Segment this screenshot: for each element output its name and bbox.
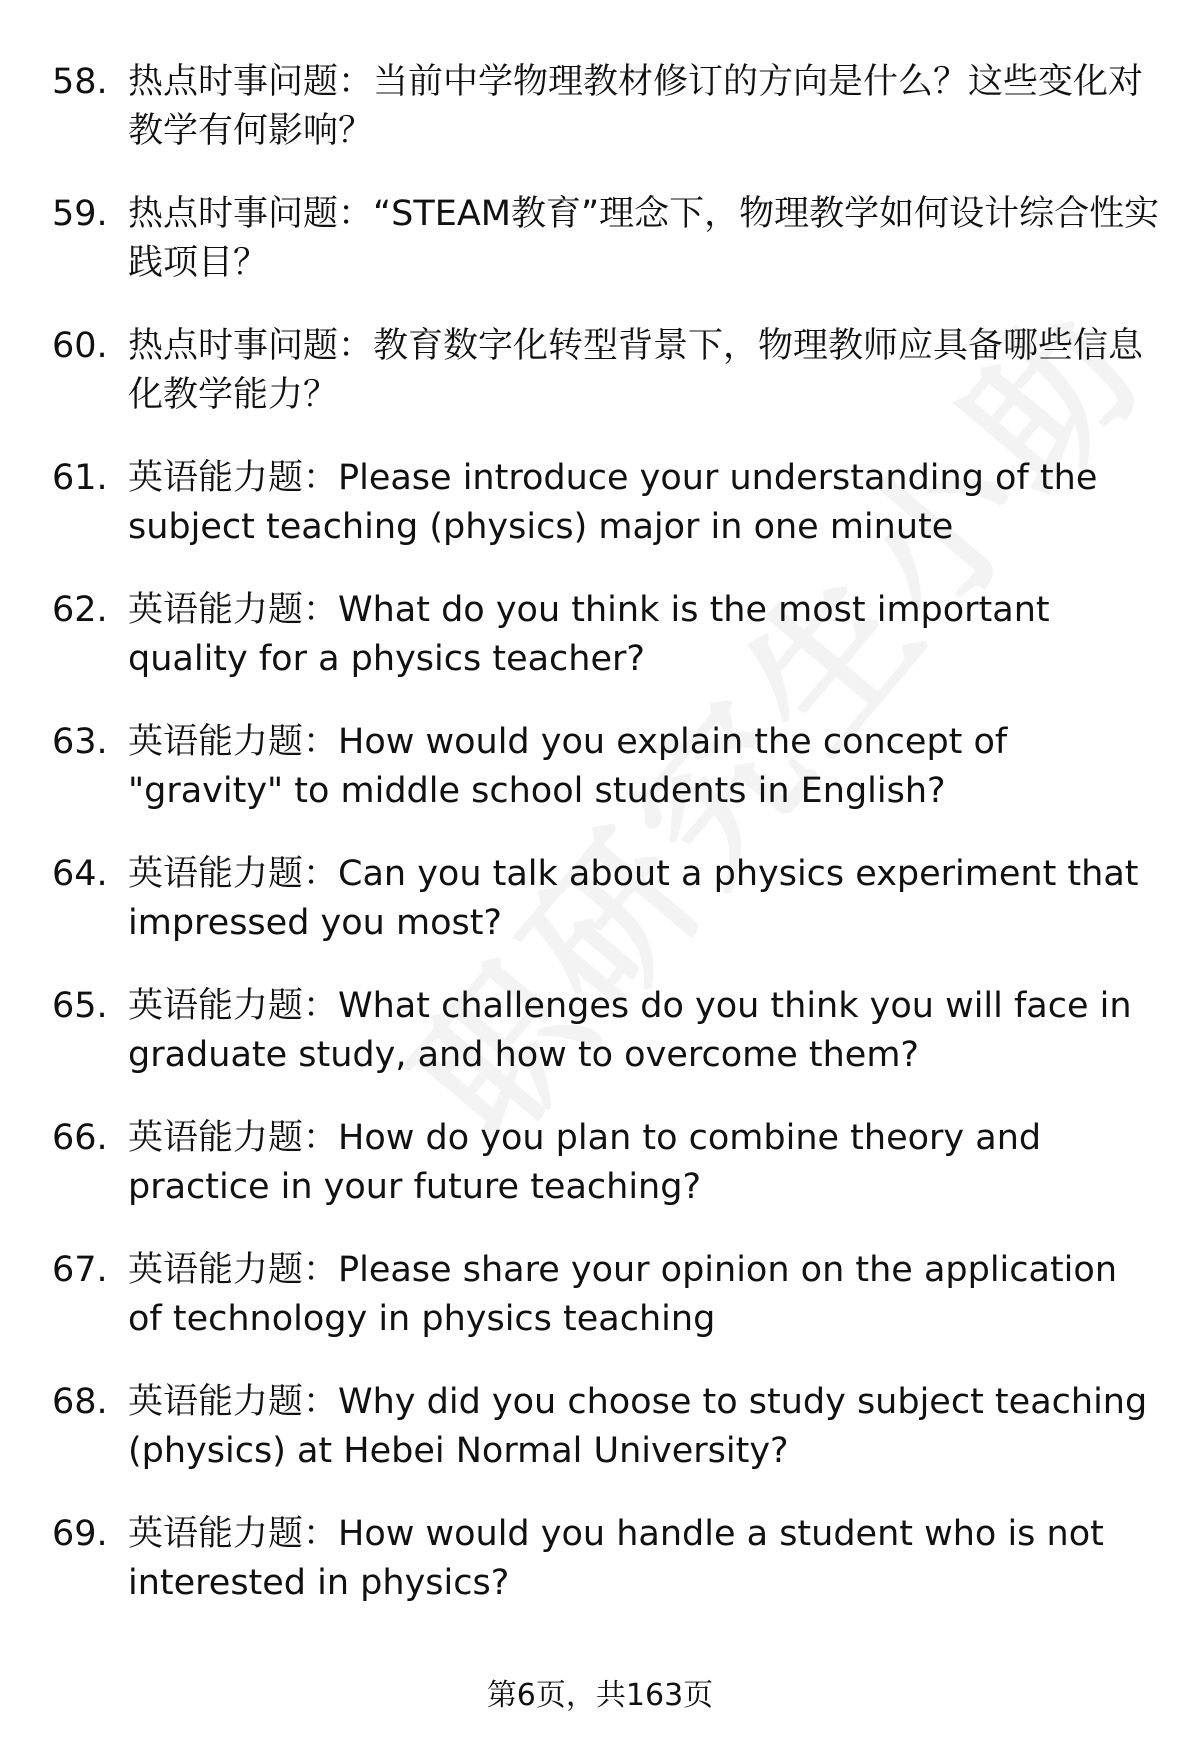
question-item	[0, 718, 1200, 850]
question-item	[0, 586, 1200, 718]
question-text: 英语能力题：Why did you choose to study subject teaching (physics) at Hebei Normal University?	[128, 1382, 1148, 1471]
question-item	[0, 982, 1200, 1114]
question-text: 英语能力题：How would you handle a student who is not interested in physics?	[128, 1514, 1104, 1603]
question-number: 60.	[52, 326, 108, 366]
question-text: 热点时事问题：“STEAM教育”理念下，物理教学如何设计综合性实践项目？	[128, 194, 1160, 283]
question-list	[0, 58, 1200, 1642]
question-number: 62.	[52, 590, 108, 630]
question-number: 63.	[52, 722, 108, 762]
question-text: 英语能力题：How do you plan to combine theory and practice in your future teaching?	[128, 1118, 1042, 1207]
question-number: 67.	[52, 1250, 108, 1290]
question-item	[0, 322, 1200, 454]
question-item	[0, 58, 1200, 190]
question-text: 英语能力题：What do you think is the most important quality for a physics teacher?	[128, 590, 1050, 679]
question-item	[0, 1510, 1200, 1642]
question-text: 英语能力题：Please share your opinion on the application of technology in physics teaching	[128, 1250, 1118, 1339]
question-number: 64.	[52, 854, 108, 894]
question-number: 66.	[52, 1118, 108, 1158]
question-text: 英语能力题：Please introduce your understanding of the subject teaching (physics) major in one minute	[128, 458, 1098, 547]
question-number: 59.	[52, 194, 108, 234]
page-footer: 第6页，共163页	[486, 1678, 714, 1713]
question-number: 65.	[52, 986, 108, 1026]
question-text: 英语能力题：Can you talk about a physics experiment that impressed you most?	[128, 854, 1139, 943]
question-item	[0, 190, 1200, 322]
question-item	[0, 1378, 1200, 1510]
question-text: 英语能力题：How would you explain the concept of "gravity" to middle school students in English?	[128, 722, 1008, 811]
question-text: 英语能力题：What challenges do you think you will face in graduate study, and how to overcome them?	[128, 986, 1132, 1075]
question-item	[0, 1246, 1200, 1378]
question-text: 热点时事问题：当前中学物理教材修订的方向是什么？这些变化对教学有何影响？	[128, 62, 1144, 151]
question-item	[0, 1114, 1200, 1246]
question-item	[0, 850, 1200, 982]
question-item	[0, 454, 1200, 586]
question-number: 68.	[52, 1382, 108, 1422]
question-text: 热点时事问题：教育数字化转型背景下，物理教师应具备哪些信息化教学能力？	[128, 326, 1144, 415]
question-number: 58.	[52, 62, 108, 102]
question-number: 69.	[52, 1514, 108, 1554]
question-number: 61.	[52, 458, 108, 498]
